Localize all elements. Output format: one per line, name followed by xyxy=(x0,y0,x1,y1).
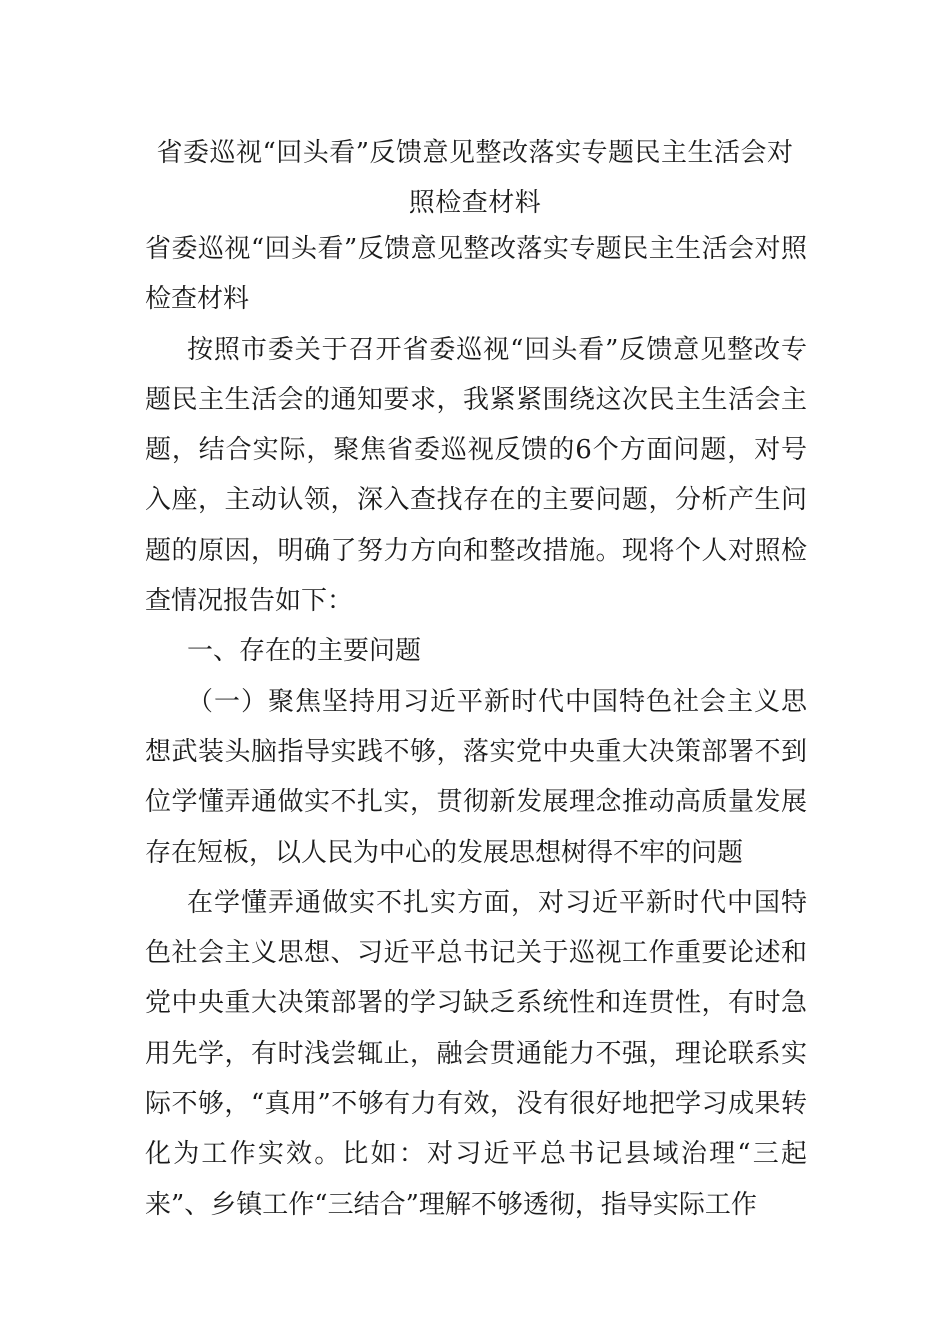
section-heading: 一、存在的主要问题 xyxy=(187,636,422,667)
intro-paragraph: 按照市委关于召开省委巡视“回头看”反馈意见整改专题民主生活会的通知要求，我紧紧围绕这次民主生活会主题，结合实际，聚焦省委巡视反馈的6个方面问题，对号入座，主动认领，深入查找存在的主要问题，分析产生问题的原因，明确了努力方向和整改措施。现将个人对照检查情况报告如下： xyxy=(145,334,807,617)
body-paragraph: 在学懂弄通做实不扎实方面，对习近平新时代中国特色社会主义思想、习近平总书记关于巡视工作重要论述和党中央重大决策部署的学习缺乏系统性和连贯性，有时急用先学，有时浅尝辄止，融会贯通能力不强，理论联系实际不够，“真用”不够有力有效，没有很好地把学习成果转化为工作实效。比如：对习近平总书记县域治理“三起来”、乡镇工作“三结合”理解不够透彻，指导实际工作 xyxy=(145,887,807,1220)
subsection-heading: （一）聚焦坚持用习近平新时代中国特色社会主义思想武装头脑指导实践不够，落实党中央重大决策部署不到位学懂弄通做实不扎实，贯彻新发展理念推动高质量发展存在短板，以人民为中心的发展思想树得不牢的问题 xyxy=(145,686,807,868)
subtitle: 省委巡视“回头看”反馈意见整改落实专题民主生活会对照检查材料 xyxy=(145,234,807,315)
document-body xyxy=(145,224,807,1230)
title-line-1: 省委巡视“回头看”反馈意见整改落实专题民主生活会对 xyxy=(156,138,794,168)
title-line-2: 照检查材料 xyxy=(408,188,542,218)
